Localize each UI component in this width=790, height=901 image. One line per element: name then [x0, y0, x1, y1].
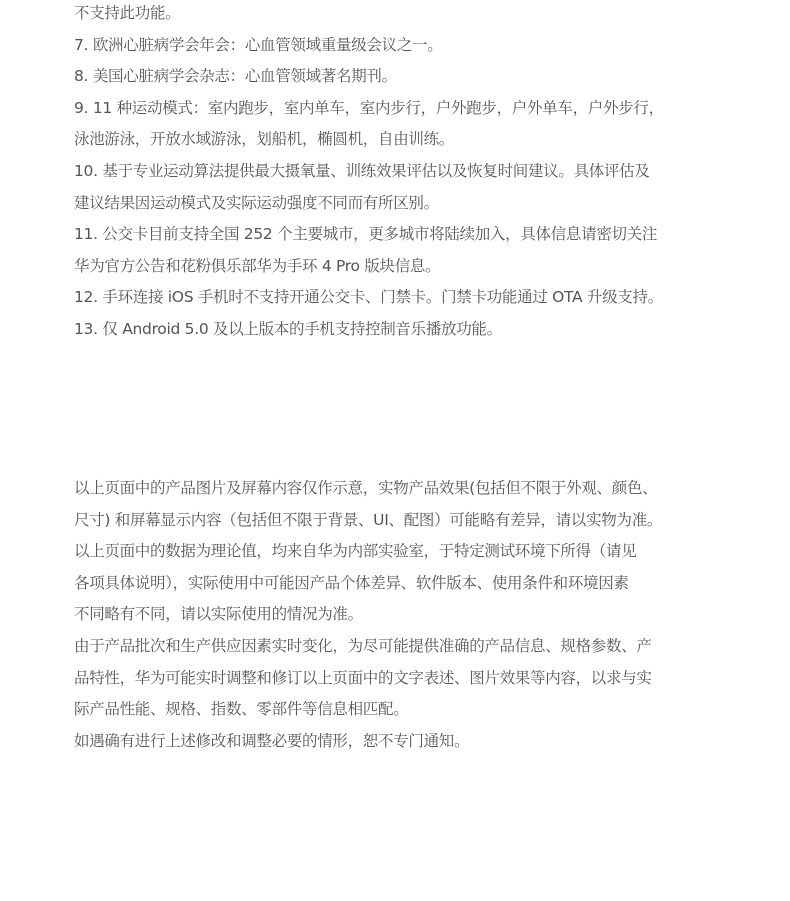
footnotes-list [74, 0, 734, 346]
disclaimer-paragraph-line: 品特性，华为可能实时调整和修订以上页面中的文字表述、图片效果等内容，以求与实 [74, 668, 652, 687]
disclaimer-paragraph-line: 尺寸) 和屏幕显示内容（包括但不限于背景、UI、配图）可能略有差异，请以实物为准。 [74, 510, 663, 529]
disclaimer-paragraph-line: 不同略有不同，请以实际使用的情况为准。 [74, 605, 363, 624]
disclaimer-paragraph-line: 以上页面中的数据为理论值，均来自华为内部实验室，于特定测试环境下所得（请见 [74, 542, 637, 561]
footnote-item [74, 93, 734, 156]
footnote-item-line: 12. 手环连接 iOS 手机时不支持开通公交卡、门禁卡。门禁卡功能通过 OTA 升级支持。 [74, 288, 663, 307]
disclaimer-paragraph [74, 536, 734, 631]
footnote-item-line: 华为官方公告和花粉俱乐部华为手环 4 Pro 版块信息。 [74, 256, 441, 275]
disclaimer-paragraph-line: 际产品性能、规格、指数、零部件等信息相匹配。 [74, 700, 409, 719]
disclaimer-paragraph-line: 如遇确有进行上述修改和调整必要的情形，恕不专门通知。 [74, 731, 470, 750]
disclaimer-paragraph-line: 以上页面中的产品图片及屏幕内容仅作示意，实物产品效果(包括但不限于外观、颜色、 [74, 479, 658, 497]
disclaimer-paragraph [74, 631, 734, 726]
footnote-item [74, 314, 734, 346]
disclaimer-paragraph-line: 由于产品批次和生产供应因素实时变化，为尽可能提供准确的产品信息、规格参数、产 [74, 636, 652, 655]
footnote-item [74, 0, 734, 30]
footnote-item-line: 不支持此功能。 [74, 4, 181, 22]
footnote-item-line: 13. 仅 Android 5.0 及以上版本的手机支持控制音乐播放功能。 [74, 319, 502, 338]
footnote-item-line: 泳池游泳，开放水域游泳，划船机，椭圆机，自由训练。 [74, 130, 455, 149]
footnote-item-line: 建议结果因运动模式及实际运动强度不同而有所区别。 [74, 193, 439, 212]
footnote-item [74, 282, 734, 314]
footnote-item-line: 11. 公交卡目前支持全国 252 个主要城市，更多城市将陆续加入，具体信息请密切关注 [74, 225, 658, 244]
disclaimer-paragraph [74, 473, 734, 536]
disclaimer-section [74, 473, 734, 757]
footnote-item-line: 10. 基于专业运动算法提供最大摄氧量、训练效果评估以及恢复时间建议。具体评估及 [74, 161, 650, 180]
footnote-item-line: 8. 美国心脏病学会杂志：心血管领域著名期刊。 [74, 67, 397, 86]
footnote-item-line: 7. 欧洲心脏病学会年会：心血管领域重量级会议之一。 [74, 35, 443, 54]
footnote-item [74, 61, 734, 93]
footnote-item [74, 30, 734, 62]
footnote-item-line: 9. 11 种运动模式：室内跑步，室内单车，室内步行，户外跑步，户外单车，户外步行， [74, 98, 664, 117]
footnote-item [74, 219, 734, 282]
disclaimer-paragraph-line: 各项具体说明），实际使用中可能因产品个体差异、软件版本、使用条件和环境因素 [74, 573, 629, 592]
footnote-item [74, 156, 734, 219]
disclaimer-paragraph [74, 726, 734, 758]
